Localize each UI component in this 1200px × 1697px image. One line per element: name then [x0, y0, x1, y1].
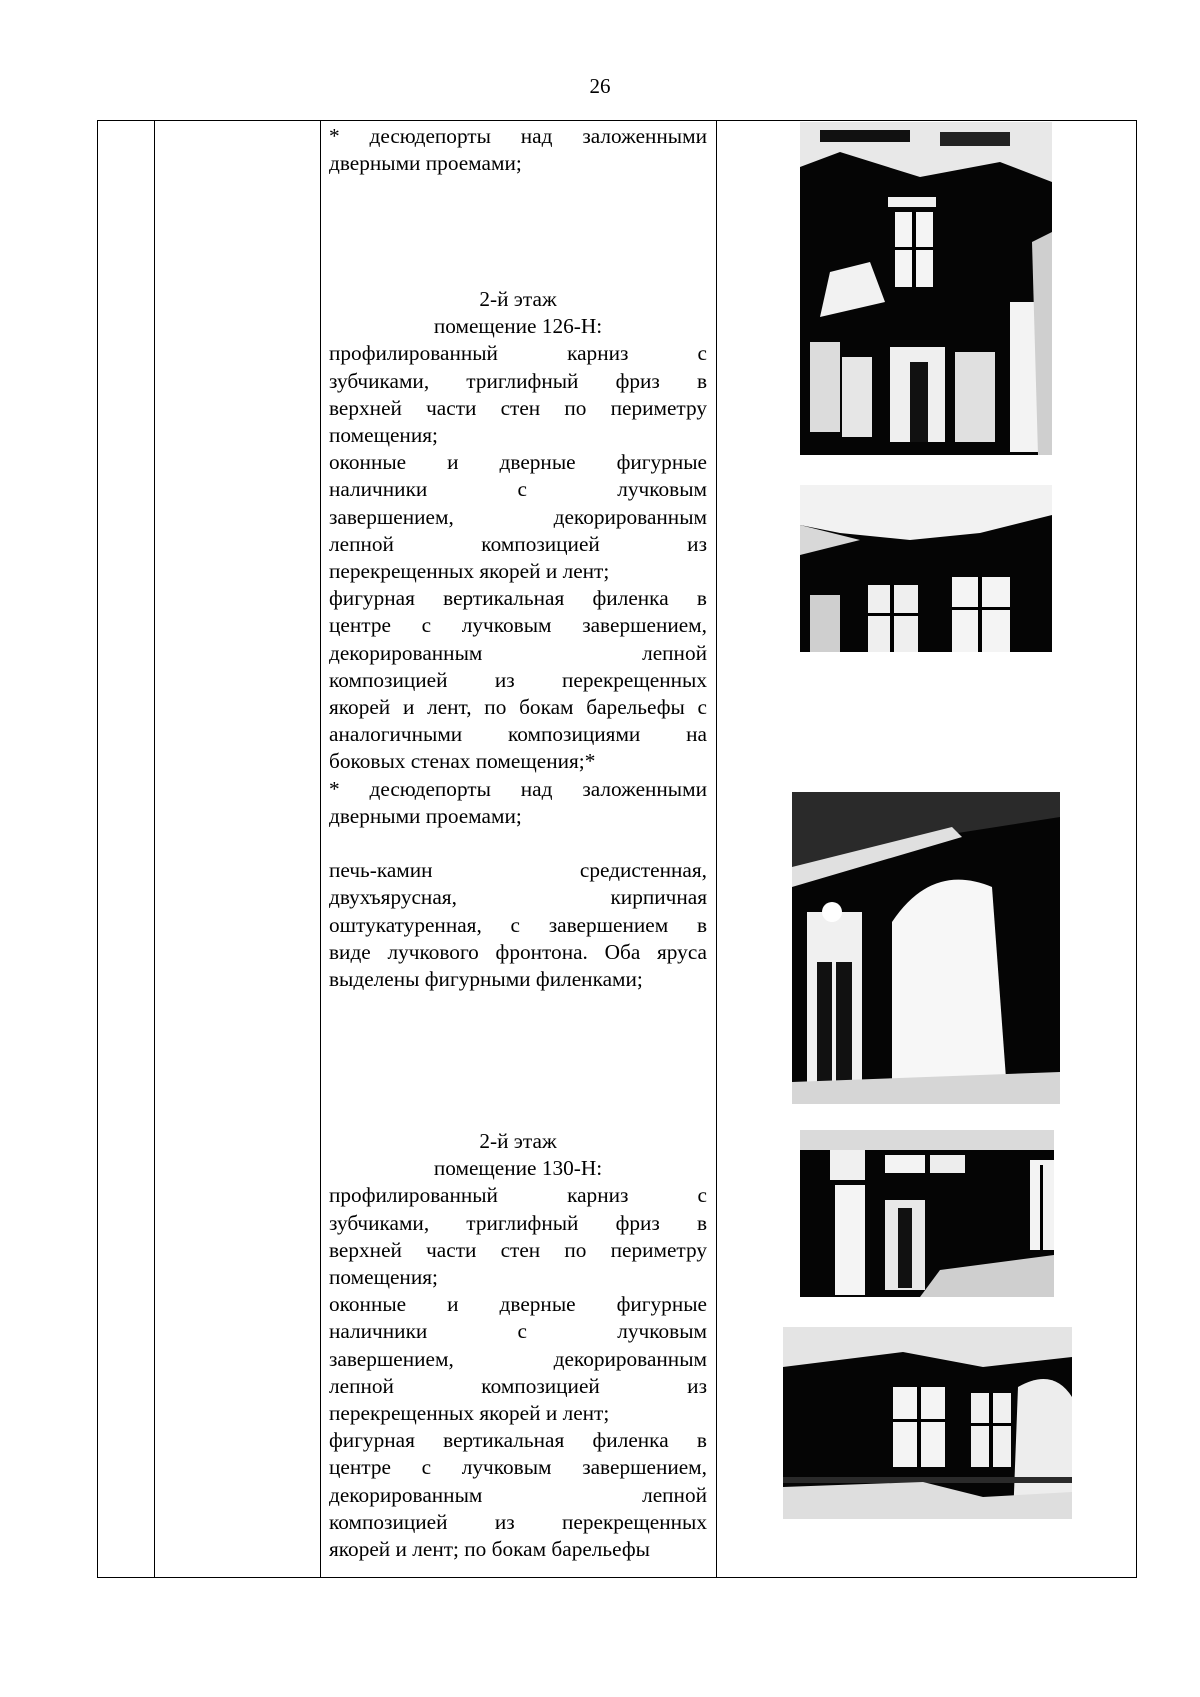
text-line: перекрещенных якорей и лент;	[329, 1401, 610, 1426]
column-divider	[320, 120, 321, 1578]
text-line: завершением, декорированным	[329, 1346, 707, 1371]
text-line: печь-камин средистенная,	[329, 858, 707, 883]
photo-windows-130	[783, 1327, 1072, 1519]
photo-interior-ceiling	[800, 122, 1052, 455]
text-line: фигурная вертикальная филенка в	[329, 586, 707, 611]
text-line: декорированным лепной	[329, 1482, 707, 1507]
text-line: боковых стенах помещения;*	[329, 749, 596, 774]
text-line: центре с лучковым завершением,	[329, 613, 707, 638]
text-line: лепной композицией из	[329, 531, 707, 556]
photo-stove-door	[792, 792, 1060, 1104]
column-divider	[716, 120, 717, 1578]
text-line: дверными проемами;	[329, 151, 522, 176]
text-line: * десюдепорты над заложенными	[329, 124, 707, 148]
text-line: наличники с лучковым	[329, 477, 707, 502]
text-line: аналогичными композициями на	[329, 722, 707, 747]
text-line: перекрещенных якорей и лент;	[329, 559, 610, 584]
text-line: профилированный карниз с	[329, 1183, 707, 1208]
text-line: помещения;	[329, 1265, 438, 1290]
text-line: композицией из перекрещенных	[329, 667, 707, 692]
photo-windows-126	[800, 485, 1052, 652]
room-heading: помещение 130-Н:	[433, 1156, 603, 1181]
room-130-description	[329, 1128, 707, 1563]
text-line: профилированный карниз с	[329, 341, 707, 366]
floor-heading: 2-й этаж	[479, 1129, 557, 1153]
text-line: помещения;	[329, 423, 438, 448]
text-line: дверными проемами;	[329, 803, 522, 828]
text-line: зубчиками, триглифный фриз в	[329, 368, 707, 393]
text-line: оконные и дверные фигурные	[329, 1292, 707, 1317]
text-line: виде лучкового фронтона. Оба яруса	[329, 939, 707, 964]
text-line: центре с лучковым завершением,	[329, 1455, 707, 1480]
text-line: верхней части стен по периметру	[329, 395, 707, 420]
text-line: декорированным лепной	[329, 640, 707, 665]
floor-heading: 2-й этаж	[479, 287, 557, 311]
photo-interior-130	[800, 1130, 1054, 1297]
text-line: якорей и лент; по бокам барельефы	[329, 1537, 650, 1562]
description-top	[329, 123, 707, 177]
text-line: верхней части стен по периметру	[329, 1237, 707, 1262]
text-line: якорей и лент, по бокам барельефы с	[329, 695, 707, 720]
room-126-description	[329, 286, 707, 993]
text-line: двухъярусная, кирпичная	[329, 885, 707, 910]
text-line: оконные и дверные фигурные	[329, 450, 707, 475]
text-line: оштукатуренная, с завершением в	[329, 912, 707, 937]
text-line: * десюдепорты над заложенными	[329, 776, 707, 801]
text-line: фигурная вертикальная филенка в	[329, 1428, 707, 1453]
text-line: выделены фигурными филенками;	[329, 967, 643, 992]
column-divider	[154, 120, 155, 1578]
room-heading: помещение 126-Н:	[433, 314, 603, 339]
page-number: 26	[589, 74, 611, 98]
text-line: зубчиками, триглифный фриз в	[329, 1210, 707, 1235]
text-line: лепной композицией из	[329, 1373, 707, 1398]
text-line: композицией из перекрещенных	[329, 1509, 707, 1534]
text-line: завершением, декорированным	[329, 504, 707, 529]
text-line: наличники с лучковым	[329, 1319, 707, 1344]
